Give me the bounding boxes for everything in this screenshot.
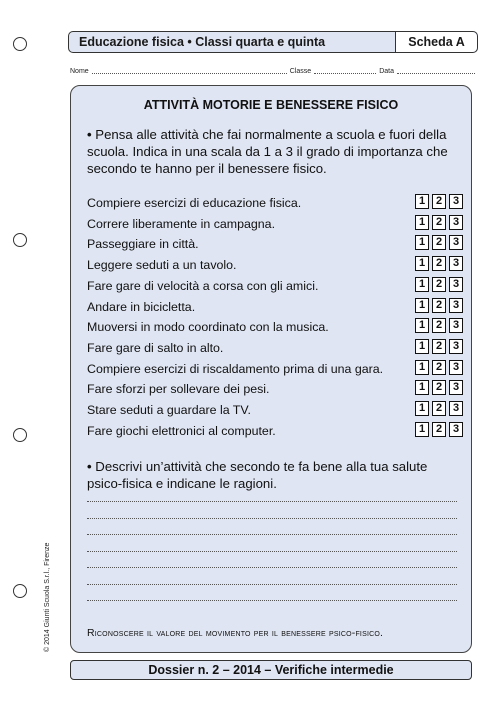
answer-line[interactable] bbox=[87, 584, 457, 585]
rating-box-3[interactable]: 3 bbox=[449, 318, 463, 333]
header-bar bbox=[68, 31, 478, 53]
rating-item-label: Fare giochi elettronici al computer. bbox=[87, 423, 276, 438]
rating-scale bbox=[415, 194, 463, 209]
rating-scale bbox=[415, 215, 463, 230]
binder-hole-bottom bbox=[13, 584, 27, 598]
rating-scale bbox=[415, 339, 463, 354]
rating-item-label: Passeggiare in città. bbox=[87, 237, 199, 252]
rating-item bbox=[87, 277, 463, 297]
classe-label: Classe bbox=[289, 68, 312, 75]
rating-scale bbox=[415, 422, 463, 437]
data-label: Data bbox=[379, 68, 394, 75]
answer-line[interactable] bbox=[87, 600, 457, 601]
rating-box-2[interactable]: 2 bbox=[432, 360, 446, 375]
rating-box-1[interactable]: 1 bbox=[415, 401, 429, 416]
rating-item-label: Fare gare di velocità a corsa con gli amici. bbox=[87, 278, 319, 293]
rating-box-1[interactable]: 1 bbox=[415, 422, 429, 437]
rating-box-1[interactable]: 1 bbox=[415, 194, 429, 209]
answer-line[interactable] bbox=[87, 501, 457, 502]
rating-box-1[interactable]: 1 bbox=[415, 256, 429, 271]
rating-item-label: Correre liberamente in campagna. bbox=[87, 216, 276, 231]
bullet-icon: • bbox=[87, 459, 92, 474]
rating-item bbox=[87, 318, 463, 338]
rating-box-3[interactable]: 3 bbox=[449, 339, 463, 354]
rating-scale bbox=[415, 318, 463, 333]
rating-item bbox=[87, 339, 463, 359]
rating-scale bbox=[415, 401, 463, 416]
rating-item bbox=[87, 380, 463, 400]
rating-item-label: Andare in bicicletta. bbox=[87, 299, 196, 314]
subject-title: Educazione fisica • Classi quarta e quinta bbox=[79, 35, 326, 49]
rating-box-3[interactable]: 3 bbox=[449, 401, 463, 416]
rating-item-label: Fare sforzi per sollevare dei pesi. bbox=[87, 382, 270, 397]
rating-item-label: Fare gare di salto in alto. bbox=[87, 340, 224, 355]
rating-item bbox=[87, 194, 463, 214]
copyright-notice: © 2014 Giunti Scuola S.r.l., Firenze bbox=[44, 542, 51, 652]
bullet-icon: • bbox=[87, 127, 92, 142]
rating-box-3[interactable]: 3 bbox=[449, 194, 463, 209]
rating-scale bbox=[415, 380, 463, 395]
rating-item bbox=[87, 360, 463, 380]
prompt-describe bbox=[87, 458, 457, 492]
student-fields bbox=[70, 67, 478, 75]
rating-item-label: Muoversi in modo coordinato con la musica. bbox=[87, 320, 329, 335]
worksheet-title: ATTIVITÀ MOTORIE E BENESSERE FISICO bbox=[143, 98, 399, 112]
answer-line[interactable] bbox=[87, 518, 457, 519]
rating-box-2[interactable]: 2 bbox=[432, 194, 446, 209]
rating-scale bbox=[415, 360, 463, 375]
rating-box-2[interactable]: 2 bbox=[432, 277, 446, 292]
binder-hole-upper-middle bbox=[13, 233, 27, 247]
rating-item bbox=[87, 235, 463, 255]
rating-box-1[interactable]: 1 bbox=[415, 298, 429, 313]
rating-box-3[interactable]: 3 bbox=[449, 422, 463, 437]
rating-item-label: Stare seduti a guardare la TV. bbox=[87, 403, 251, 417]
rating-box-2[interactable]: 2 bbox=[432, 235, 446, 250]
rating-box-1[interactable]: 1 bbox=[415, 215, 429, 230]
rating-box-1[interactable]: 1 bbox=[415, 339, 429, 354]
rating-box-1[interactable]: 1 bbox=[415, 380, 429, 395]
answer-line[interactable] bbox=[87, 551, 457, 552]
rating-box-1[interactable]: 1 bbox=[415, 235, 429, 250]
prompt-rating-text: Pensa alle attività che fai normalmente a scuola e fuori della scuola. Indica in una scala da 1 a 3 il grado di importanza che secondo te hanno per il benessere fisico. bbox=[87, 127, 448, 176]
rating-item bbox=[87, 215, 463, 235]
rating-box-3[interactable]: 3 bbox=[449, 215, 463, 230]
classe-field[interactable] bbox=[314, 67, 376, 74]
learning-objective: Riconoscere il valore del movimento per il benessere psico-fisico. bbox=[87, 627, 384, 639]
rating-box-3[interactable]: 3 bbox=[449, 256, 463, 271]
rating-box-2[interactable]: 2 bbox=[432, 339, 446, 354]
rating-box-3[interactable]: 3 bbox=[449, 380, 463, 395]
worksheet-panel bbox=[70, 85, 472, 653]
prompt-rating bbox=[87, 126, 457, 177]
rating-box-1[interactable]: 1 bbox=[415, 360, 429, 375]
rating-scale bbox=[415, 235, 463, 250]
rating-item-label: Leggere seduti a un tavolo. bbox=[87, 258, 237, 273]
prompt-describe-text: Descrivi un’attività che secondo te fa bene alla tua salute psico-fisica e indicane le ragioni. bbox=[87, 459, 428, 491]
rating-item-label: Compiere esercizi di educazione fisica. bbox=[87, 196, 302, 210]
rating-scale bbox=[415, 277, 463, 292]
nome-field[interactable] bbox=[92, 67, 287, 74]
worksheet-label: Scheda A bbox=[395, 32, 477, 52]
rating-box-2[interactable]: 2 bbox=[432, 256, 446, 271]
rating-item bbox=[87, 422, 463, 442]
rating-box-2[interactable]: 2 bbox=[432, 215, 446, 230]
rating-box-3[interactable]: 3 bbox=[449, 235, 463, 250]
rating-box-2[interactable]: 2 bbox=[432, 401, 446, 416]
rating-item bbox=[87, 256, 463, 276]
data-field[interactable] bbox=[397, 67, 475, 74]
rating-item bbox=[87, 298, 463, 318]
rating-box-2[interactable]: 2 bbox=[432, 380, 446, 395]
rating-item bbox=[87, 401, 463, 421]
binder-hole-lower-middle bbox=[13, 428, 27, 442]
rating-scale bbox=[415, 298, 463, 313]
dossier-footer: Dossier n. 2 – 2014 – Verifiche intermedie bbox=[70, 660, 472, 680]
rating-box-3[interactable]: 3 bbox=[449, 360, 463, 375]
rating-box-2[interactable]: 2 bbox=[432, 318, 446, 333]
answer-line[interactable] bbox=[87, 534, 457, 535]
binder-hole-top bbox=[13, 37, 27, 51]
rating-box-3[interactable]: 3 bbox=[449, 277, 463, 292]
nome-label: Nome bbox=[70, 68, 89, 75]
rating-box-2[interactable]: 2 bbox=[432, 298, 446, 313]
rating-box-3[interactable]: 3 bbox=[449, 298, 463, 313]
rating-scale bbox=[415, 256, 463, 271]
rating-box-1[interactable]: 1 bbox=[415, 318, 429, 333]
answer-line[interactable] bbox=[87, 567, 457, 568]
rating-box-2[interactable]: 2 bbox=[432, 422, 446, 437]
rating-box-1[interactable]: 1 bbox=[415, 277, 429, 292]
rating-item-label: Compiere esercizi di riscaldamento prima di una gara. bbox=[87, 361, 384, 376]
